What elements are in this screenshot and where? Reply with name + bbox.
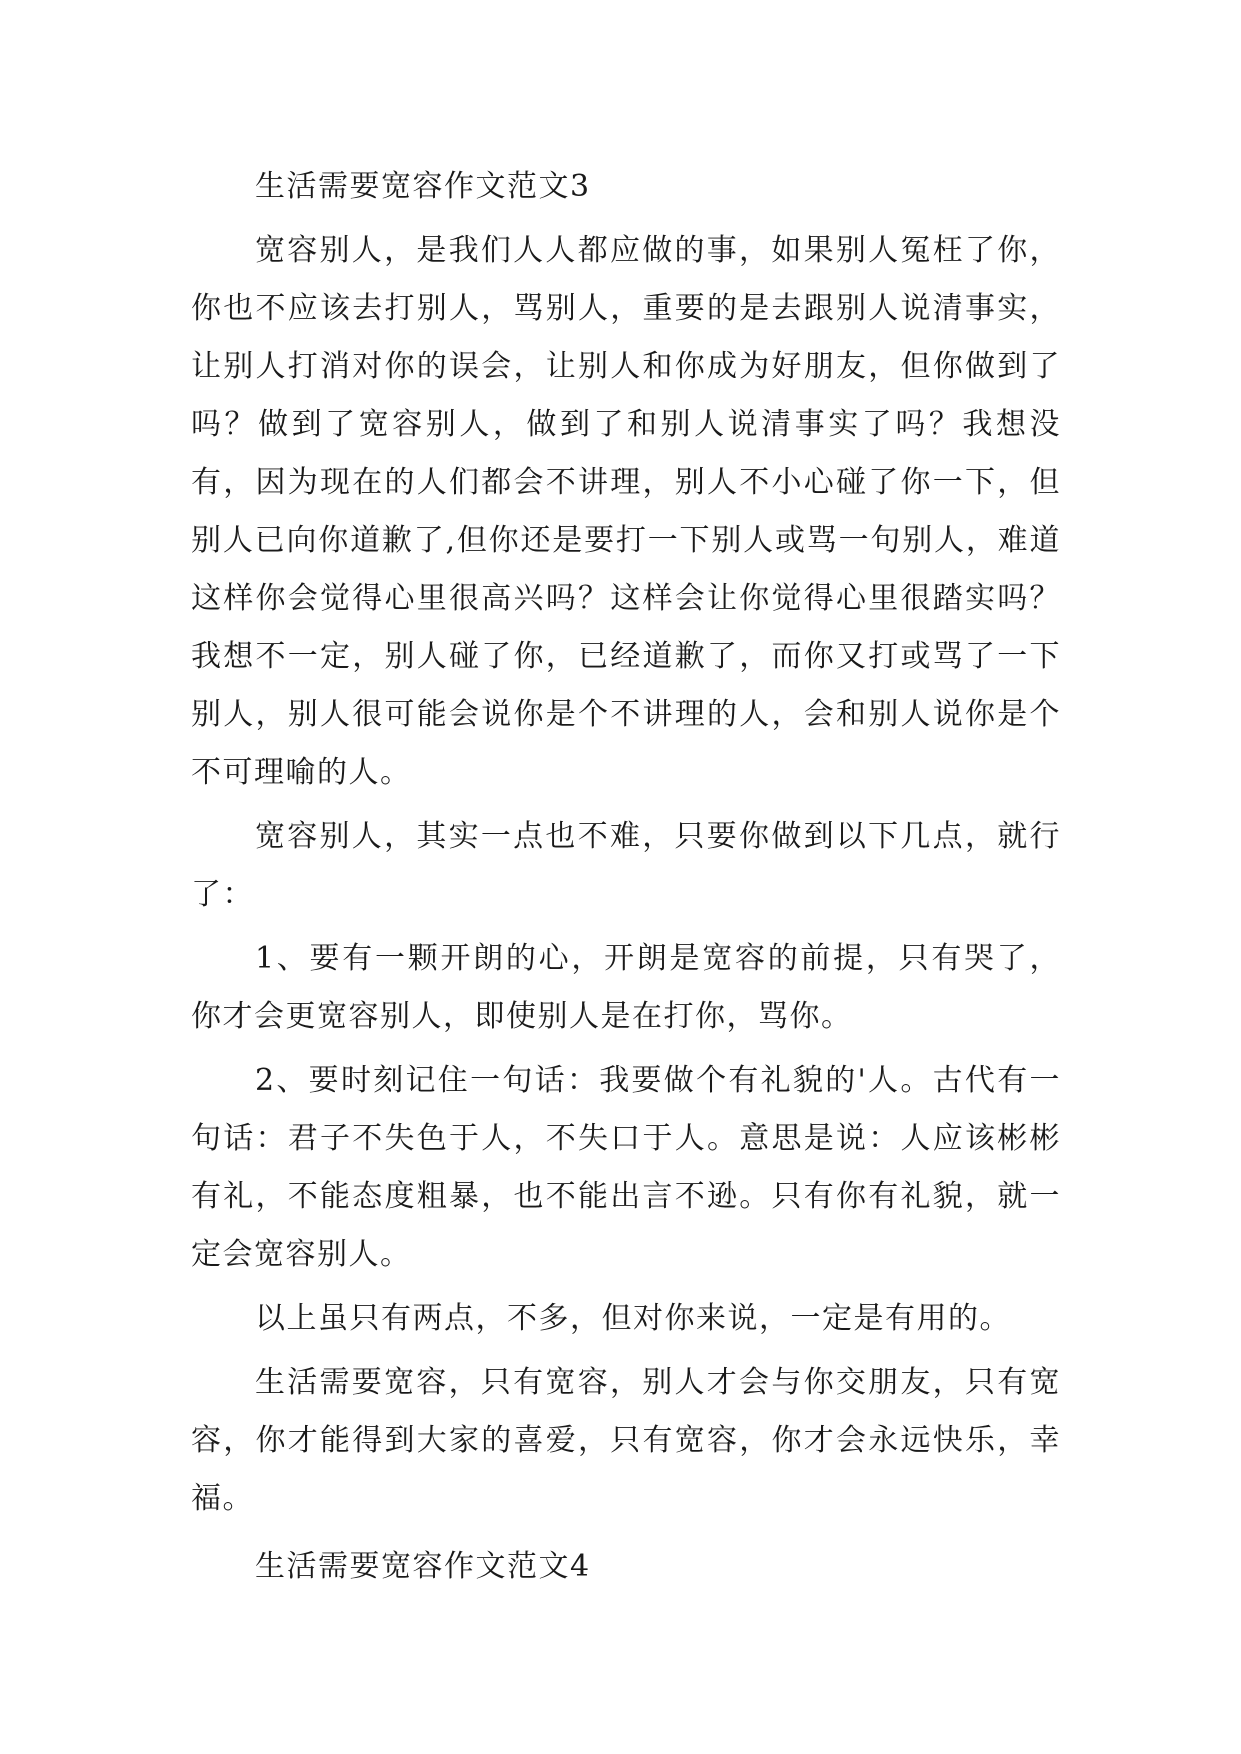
paragraph-5: 以上虽只有两点，不多，但对你来说，一定是有用的。 bbox=[255, 1301, 1011, 1336]
paragraph-3: 1、要有一颗开朗的心，开朗是宽容的前提，只有哭了，你才会更宽容别人，即使别人是在打你，骂你。 bbox=[191, 941, 1061, 1034]
document-body bbox=[191, 158, 1061, 1596]
paragraph-6: 生活需要宽容，只有宽容，别人才会与你交朋友，只有宽容，你才能得到大家的喜爱，只有宽容，你才会永远快乐，幸福。 bbox=[191, 1365, 1061, 1516]
paragraph-4: 2、要时刻记住一句话：我要做个有礼貌的'人。古代有一句话：君子不失色于人，不失口于人。意思是说：人应该彬彬有礼，不能态度粗暴，也不能出言不逊。只有你有礼貌，就一定会宽容别人。 bbox=[191, 1063, 1061, 1272]
section-heading-3: 生活需要宽容作文范文3 bbox=[255, 169, 591, 204]
paragraph-1: 宽容别人，是我们人人都应做的事，如果别人冤枉了你，你也不应该去打别人，骂别人，重要的是去跟别人说清事实，让别人打消对你的误会，让别人和你成为好朋友，但你做到了吗？做到了宽容别人，做到了和别人说清事实了吗？我想没有，因为现在的人们都会不讲理，别人不小心碰了你一下，但别人已向你道歉了,但你还是要打一下别人或骂一句别人，难道这样你会觉得心里很高兴吗？这样会让你觉得心里很踏实吗？我想不一定，别人碰了你，已经道歉了，而你又打或骂了一下别人，别人很可能会说你是个不讲理的人，会和别人说你是个不可理喻的人。 bbox=[191, 233, 1061, 790]
paragraph-2: 宽容别人，其实一点也不难，只要你做到以下几点，就行了： bbox=[191, 819, 1061, 912]
section-heading-4: 生活需要宽容作文范文4 bbox=[255, 1549, 591, 1584]
